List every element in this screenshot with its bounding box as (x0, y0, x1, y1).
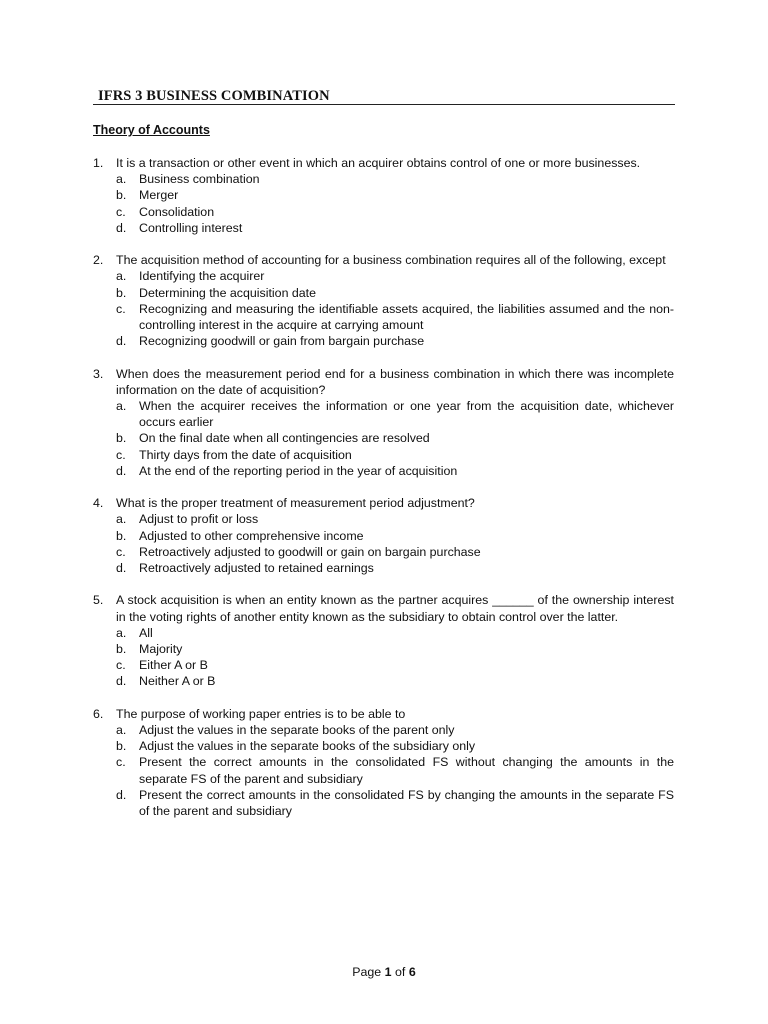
choice-letter: c. (116, 755, 126, 770)
choice-b (93, 430, 674, 446)
choice-letter: d. (116, 561, 127, 576)
choice-d (93, 333, 674, 349)
choice-text: Either A or B (139, 658, 208, 673)
choice-letter: b. (116, 431, 127, 446)
question-text: When does the measurement period end for a business combination in which there was incomplete information on the date of acquisition? (116, 366, 674, 397)
choice-letter: a. (116, 723, 127, 738)
question-4 (93, 495, 674, 576)
choice-d (93, 560, 674, 576)
choice-text: Adjust the values in the separate books of the parent only (139, 723, 455, 738)
choice-text: Retroactively adjusted to retained earnings (139, 561, 374, 576)
choice-letter: c. (116, 204, 126, 219)
question-text: It is a transaction or other event in which an acquirer obtains control of one or more businesses. (116, 156, 641, 170)
choice-letter: b. (116, 188, 127, 203)
of-word: of (395, 965, 406, 979)
choice-letter: a. (116, 269, 127, 284)
question-number: 6. (93, 706, 104, 721)
choice-text: Recognizing goodwill or gain from bargain purchase (139, 334, 425, 349)
choice-letter: b. (116, 739, 127, 754)
choice-letter: b. (116, 285, 127, 300)
choice-a (93, 625, 674, 641)
choice-text: Business combination (139, 172, 260, 187)
question-number: 5. (93, 593, 104, 608)
choice-text: Thirty days from the date of acquisition (139, 447, 352, 462)
choice-letter: a. (116, 172, 127, 187)
choice-text: Consolidation (139, 204, 215, 219)
question-list (93, 155, 674, 835)
choice-c (93, 447, 674, 463)
question-number: 1. (93, 156, 104, 170)
choice-b (93, 528, 674, 544)
question-2 (93, 252, 674, 349)
choice-text: Merger (139, 188, 179, 203)
choice-d (93, 787, 674, 819)
choice-letter: c. (116, 447, 126, 462)
choice-a (93, 398, 674, 430)
choice-letter: d. (116, 787, 127, 802)
total-pages-number: 6 (408, 965, 416, 979)
choice-letter: a. (116, 399, 127, 414)
choice-letter: b. (116, 528, 127, 543)
choice-text: Retroactively adjusted to goodwill or gain on bargain purchase (139, 544, 481, 559)
choice-d (93, 463, 674, 479)
choice-b (93, 285, 674, 301)
page-word: Page (352, 965, 382, 979)
question-number: 3. (93, 366, 104, 381)
choice-c (93, 204, 674, 220)
choice-a (93, 722, 674, 738)
choice-letter: c. (116, 658, 126, 673)
question-3 (93, 366, 674, 479)
choice-letter: b. (116, 642, 127, 657)
choice-letter: d. (116, 334, 127, 349)
question-text: The purpose of working paper entries is to be able to (116, 706, 406, 721)
choice-b (93, 738, 674, 754)
choice-d (93, 673, 674, 689)
choice-d (93, 220, 674, 236)
choice-text: Adjusted to other comprehensive income (139, 528, 364, 543)
question-text: What is the proper treatment of measurement period adjustment? (116, 496, 475, 511)
choice-text: Adjust the values in the separate books of the subsidiary only (139, 739, 476, 754)
choice-text: On the final date when all contingencies are resolved (139, 431, 430, 446)
choice-b (93, 641, 674, 657)
choice-text: Majority (139, 642, 183, 657)
choice-letter: c. (116, 544, 126, 559)
choice-text: When the acquirer receives the information or one year from the acquisition date, whichever occurs earlier (139, 399, 674, 430)
choice-text: Present the correct amounts in the consolidated FS without changing the amounts in the separate FS of the parent and subsidiary (139, 755, 674, 786)
current-page-number: 1 (384, 965, 392, 979)
page-footer (0, 965, 768, 979)
question-number: 4. (93, 496, 104, 511)
choice-letter: a. (116, 512, 127, 527)
choice-b (93, 187, 674, 203)
choice-c (93, 544, 674, 560)
question-1 (93, 155, 674, 236)
choice-text: Neither A or B (139, 674, 216, 689)
choice-text: Present the correct amounts in the consolidated FS by changing the amounts in the separate FS of the parent and subsidiary (139, 787, 674, 819)
choice-c (93, 657, 674, 673)
choice-text: All (139, 625, 153, 640)
choice-text: At the end of the reporting period in the year of acquisition (139, 463, 458, 478)
choice-letter: d. (116, 674, 127, 689)
question-number: 2. (93, 253, 104, 268)
choice-a (93, 268, 674, 284)
choice-letter: a. (116, 625, 127, 640)
document-title: IFRS 3 BUSINESS COMBINATION (98, 88, 330, 104)
question-text: A stock acquisition is when an entity known as the partner acquires ______ of the ownership interest in the voting rights of another entity known as the subsidiary to obtain control over the latter. (116, 593, 674, 624)
question-text: The acquisition method of accounting for a business combination requires all of the following, except (116, 253, 666, 268)
choice-text: Recognizing and measuring the identifiable assets acquired, the liabilities assumed and the non-controlling interest in the acquire at carrying amount (139, 301, 674, 333)
question-5 (93, 592, 674, 689)
choice-c (93, 301, 674, 333)
choice-a (93, 171, 674, 187)
title-underline-rule (93, 104, 675, 105)
choice-text: Determining the acquisition date (139, 285, 317, 300)
choice-text: Controlling interest (139, 220, 243, 235)
choice-text: Adjust to profit or loss (139, 512, 259, 527)
choice-c (93, 754, 674, 786)
question-6 (93, 706, 674, 819)
section-heading: Theory of Accounts (93, 123, 210, 137)
choice-letter: c. (116, 301, 126, 316)
choice-letter: d. (116, 220, 127, 235)
choice-letter: d. (116, 463, 127, 478)
choice-a (93, 511, 674, 527)
choice-text: Identifying the acquirer (139, 269, 265, 284)
